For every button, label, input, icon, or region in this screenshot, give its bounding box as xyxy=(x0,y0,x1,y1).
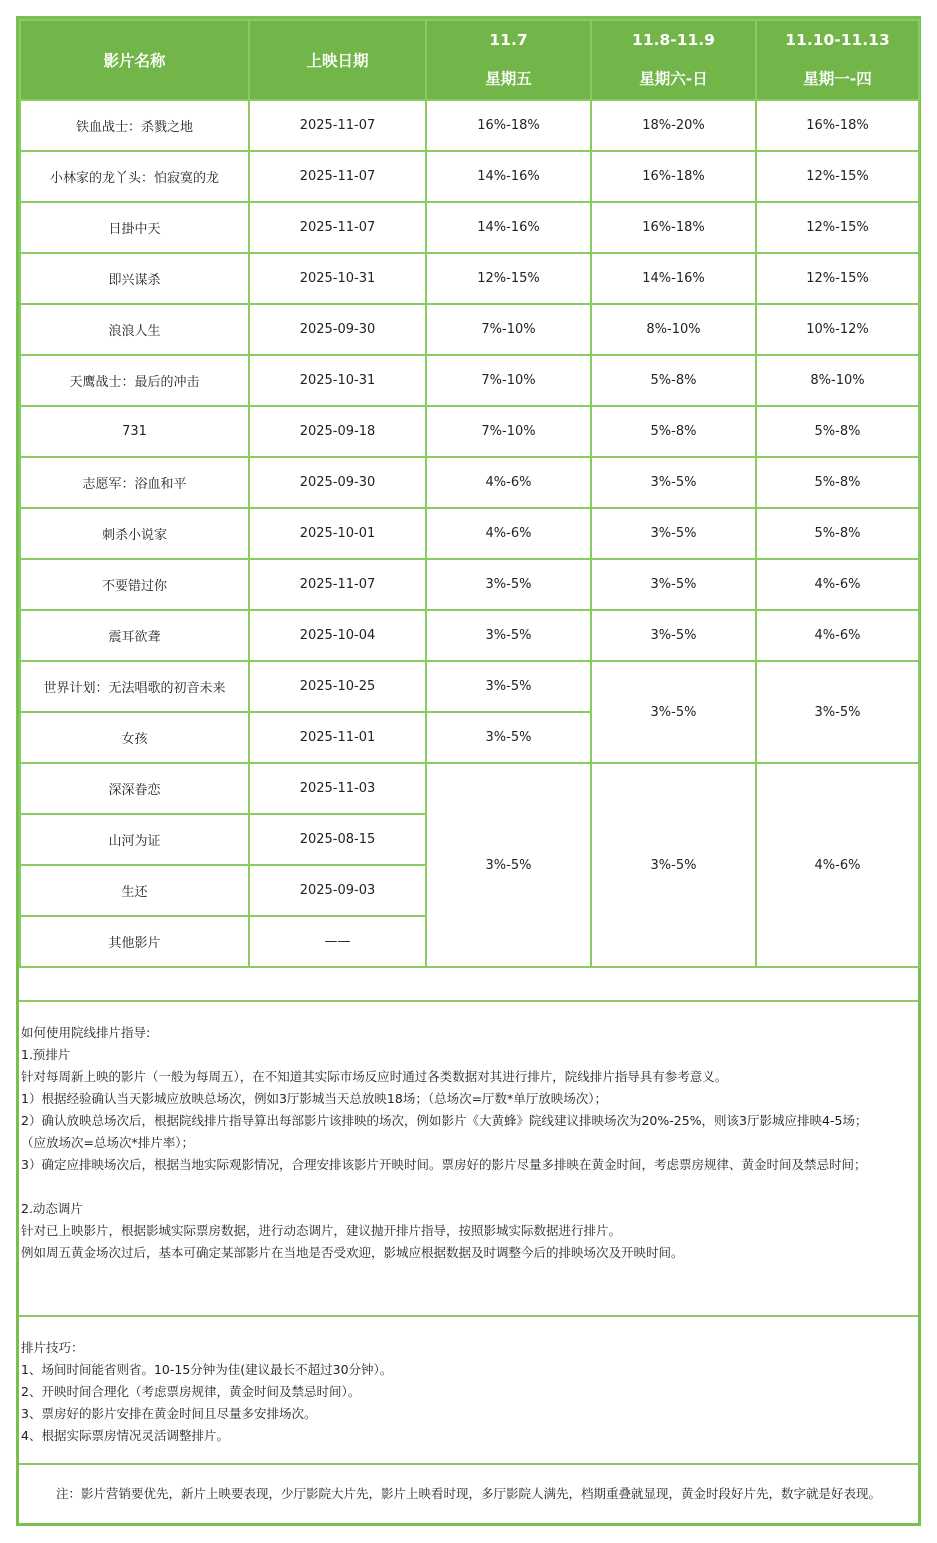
film-name-cell: 山河为证 xyxy=(20,814,249,865)
rate-cell: 14%-16% xyxy=(591,253,756,304)
header-day-3-date: 11.10-11.13 xyxy=(785,31,890,49)
rate-cell: 3%-5% xyxy=(591,559,756,610)
guide-line: 针对已上映影片，根据影城实际票房数据，进行动态调片，建议抛开排片指导，按照影城实际数据进行排片。 xyxy=(21,1223,622,1238)
schedule-sheet xyxy=(16,16,921,1526)
header-film-name: 影片名称 xyxy=(20,20,249,100)
usage-guide xyxy=(19,1000,918,1315)
schedule-table xyxy=(19,19,920,968)
guide-line: 1.预排片 xyxy=(21,1047,71,1062)
rate-cell: 3%-5% xyxy=(426,610,591,661)
header-release-date: 上映日期 xyxy=(249,20,426,100)
rate-cell: 16%-18% xyxy=(426,100,591,151)
guide-line: 如何使用院线排片指导: xyxy=(21,1025,151,1040)
release-date-cell: 2025-09-03 xyxy=(249,865,426,916)
merged-rate-cell: 3%-5% xyxy=(591,763,756,967)
merged-rate-cell: 3%-5% xyxy=(756,661,919,763)
release-date-cell: 2025-09-18 xyxy=(249,406,426,457)
film-name-cell: 不要错过你 xyxy=(20,559,249,610)
table-row xyxy=(20,508,919,559)
film-name-cell: 小林家的龙丫头：怕寂寞的龙 xyxy=(20,151,249,202)
release-date-cell: 2025-08-15 xyxy=(249,814,426,865)
table-row xyxy=(20,661,919,712)
release-date-cell: 2025-11-01 xyxy=(249,712,426,763)
rate-cell: 5%-8% xyxy=(756,457,919,508)
header-day-1-weekday: 星期五 xyxy=(485,70,532,88)
header-day-2 xyxy=(591,20,756,100)
film-name-cell: 铁血战士：杀戮之地 xyxy=(20,100,249,151)
tips-line: 1、场间时间能省则省。10-15分钟为佳(建议最长不超过30分钟）。 xyxy=(21,1362,393,1377)
table-row xyxy=(20,202,919,253)
guide-line: 1）根据经验确认当天影城应放映总场次，例如3厅影城当天总放映18场；（总场次=厅数*单厅放映场次）； xyxy=(21,1091,608,1106)
rate-cell: 5%-8% xyxy=(591,406,756,457)
rate-cell: 16%-18% xyxy=(591,151,756,202)
film-name-cell: 志愿军：浴血和平 xyxy=(20,457,249,508)
rate-cell: 3%-5% xyxy=(591,457,756,508)
rate-cell: 4%-6% xyxy=(426,508,591,559)
header-day-3-weekday: 星期一-四 xyxy=(803,70,872,88)
film-name-cell: 天鹰战士：最后的冲击 xyxy=(20,355,249,406)
table-row xyxy=(20,610,919,661)
rate-cell: 5%-8% xyxy=(591,355,756,406)
header-day-2-date: 11.8-11.9 xyxy=(632,31,715,49)
film-name-cell: 女孩 xyxy=(20,712,249,763)
guide-line: 2）确认放映总场次后，根据院线排片指导算出每部影片该排映的场次，例如影片《大黄蜂》院线建议排映场次为20%-25%，则该3厅影城应排映4-5场； xyxy=(21,1113,868,1128)
film-name-cell: 世界计划：无法唱歌的初音未来 xyxy=(20,661,249,712)
release-date-cell: 2025-10-31 xyxy=(249,355,426,406)
rate-cell: 10%-12% xyxy=(756,304,919,355)
rate-cell: 16%-18% xyxy=(756,100,919,151)
film-name-cell: 深深眷恋 xyxy=(20,763,249,814)
rate-cell: 7%-10% xyxy=(426,406,591,457)
tips-line: 排片技巧： xyxy=(21,1340,84,1355)
footnote: 注：影片营销要优先，新片上映要表现，少厅影院大片先，影片上映看时现，多厅影院人满先，档期重叠就显现，黄金时段好片先，数字就是好表现。 xyxy=(19,1463,918,1523)
table-row xyxy=(20,253,919,304)
rate-cell: 7%-10% xyxy=(426,355,591,406)
table-row xyxy=(20,457,919,508)
rate-cell: 3%-5% xyxy=(591,508,756,559)
rate-cell: 14%-16% xyxy=(426,202,591,253)
header-day-1-date: 11.7 xyxy=(489,31,528,49)
merged-rate-cell: 3%-5% xyxy=(591,661,756,763)
rate-cell: 8%-10% xyxy=(756,355,919,406)
header-day-3 xyxy=(756,20,919,100)
table-header-row xyxy=(20,20,919,100)
rate-cell: 12%-15% xyxy=(756,202,919,253)
rate-cell: 7%-10% xyxy=(426,304,591,355)
header-day-2-weekday: 星期六-日 xyxy=(639,70,708,88)
rate-cell: 3%-5% xyxy=(426,559,591,610)
release-date-cell: 2025-11-07 xyxy=(249,202,426,253)
table-row xyxy=(20,304,919,355)
release-date-cell: 2025-11-07 xyxy=(249,100,426,151)
film-name-cell: 浪浪人生 xyxy=(20,304,249,355)
rate-cell: 3%-5% xyxy=(591,610,756,661)
table-row xyxy=(20,763,919,814)
table-row xyxy=(20,151,919,202)
film-name-cell: 震耳欲聋 xyxy=(20,610,249,661)
guide-line: 3）确定应排映场次后，根据当地实际观影情况，合理安排该影片开映时间。票房好的影片尽量多排映在黄金时间，考虑票房规律、黄金时间及禁忌时间； xyxy=(21,1157,867,1172)
guide-line xyxy=(21,1176,918,1198)
film-name-cell: 日掛中天 xyxy=(20,202,249,253)
release-date-cell: 2025-11-03 xyxy=(249,763,426,814)
tips-line: 3、票房好的影片安排在黄金时间且尽量多安排场次。 xyxy=(21,1406,317,1421)
rate-cell: 12%-15% xyxy=(756,253,919,304)
rate-cell: 3%-5% xyxy=(426,712,591,763)
rate-cell: 16%-18% xyxy=(591,202,756,253)
film-name-cell: 731 xyxy=(20,406,249,457)
tips-line: 2、开映时间合理化（考虑票房规律，黄金时间及禁忌时间）。 xyxy=(21,1384,361,1399)
table-row xyxy=(20,406,919,457)
release-date-cell: 2025-10-25 xyxy=(249,661,426,712)
release-date-cell: 2025-09-30 xyxy=(249,457,426,508)
film-name-cell: 生还 xyxy=(20,865,249,916)
rate-cell: 4%-6% xyxy=(756,610,919,661)
film-name-cell: 即兴谋杀 xyxy=(20,253,249,304)
release-date-cell: 2025-10-04 xyxy=(249,610,426,661)
table-row xyxy=(20,559,919,610)
rate-cell: 3%-5% xyxy=(426,661,591,712)
release-date-cell: 2025-09-30 xyxy=(249,304,426,355)
guide-line: 针对每周新上映的影片（一般为每周五），在不知道其实际市场反应时通过各类数据对其进行排片，院线排片指导具有参考意义。 xyxy=(21,1069,728,1084)
rate-cell: 5%-8% xyxy=(756,508,919,559)
release-date-cell: 2025-11-07 xyxy=(249,151,426,202)
guide-line: （应放场次=总场次*排片率）； xyxy=(21,1135,194,1150)
rate-cell: 18%-20% xyxy=(591,100,756,151)
release-date-cell: —— xyxy=(249,916,426,967)
rate-cell: 8%-10% xyxy=(591,304,756,355)
film-name-cell: 其他影片 xyxy=(20,916,249,967)
merged-rate-cell: 4%-6% xyxy=(756,763,919,967)
tips-line: 4、根据实际票房情况灵活调整排片。 xyxy=(21,1428,229,1443)
table-row xyxy=(20,355,919,406)
header-day-1 xyxy=(426,20,591,100)
release-date-cell: 2025-10-01 xyxy=(249,508,426,559)
guide-line: 例如周五黄金场次过后，基本可确定某部影片在当地是否受欢迎，影城应根据数据及时调整今后的排映场次及开映时间。 xyxy=(21,1245,684,1260)
scheduling-tips xyxy=(19,1315,918,1463)
merged-rate-cell: 3%-5% xyxy=(426,763,591,967)
film-name-cell: 刺杀小说家 xyxy=(20,508,249,559)
release-date-cell: 2025-10-31 xyxy=(249,253,426,304)
rate-cell: 5%-8% xyxy=(756,406,919,457)
rate-cell: 12%-15% xyxy=(756,151,919,202)
release-date-cell: 2025-11-07 xyxy=(249,559,426,610)
rate-cell: 12%-15% xyxy=(426,253,591,304)
table-row xyxy=(20,100,919,151)
rate-cell: 4%-6% xyxy=(426,457,591,508)
rate-cell: 4%-6% xyxy=(756,559,919,610)
rate-cell: 14%-16% xyxy=(426,151,591,202)
guide-line: 2.动态调片 xyxy=(21,1201,83,1216)
